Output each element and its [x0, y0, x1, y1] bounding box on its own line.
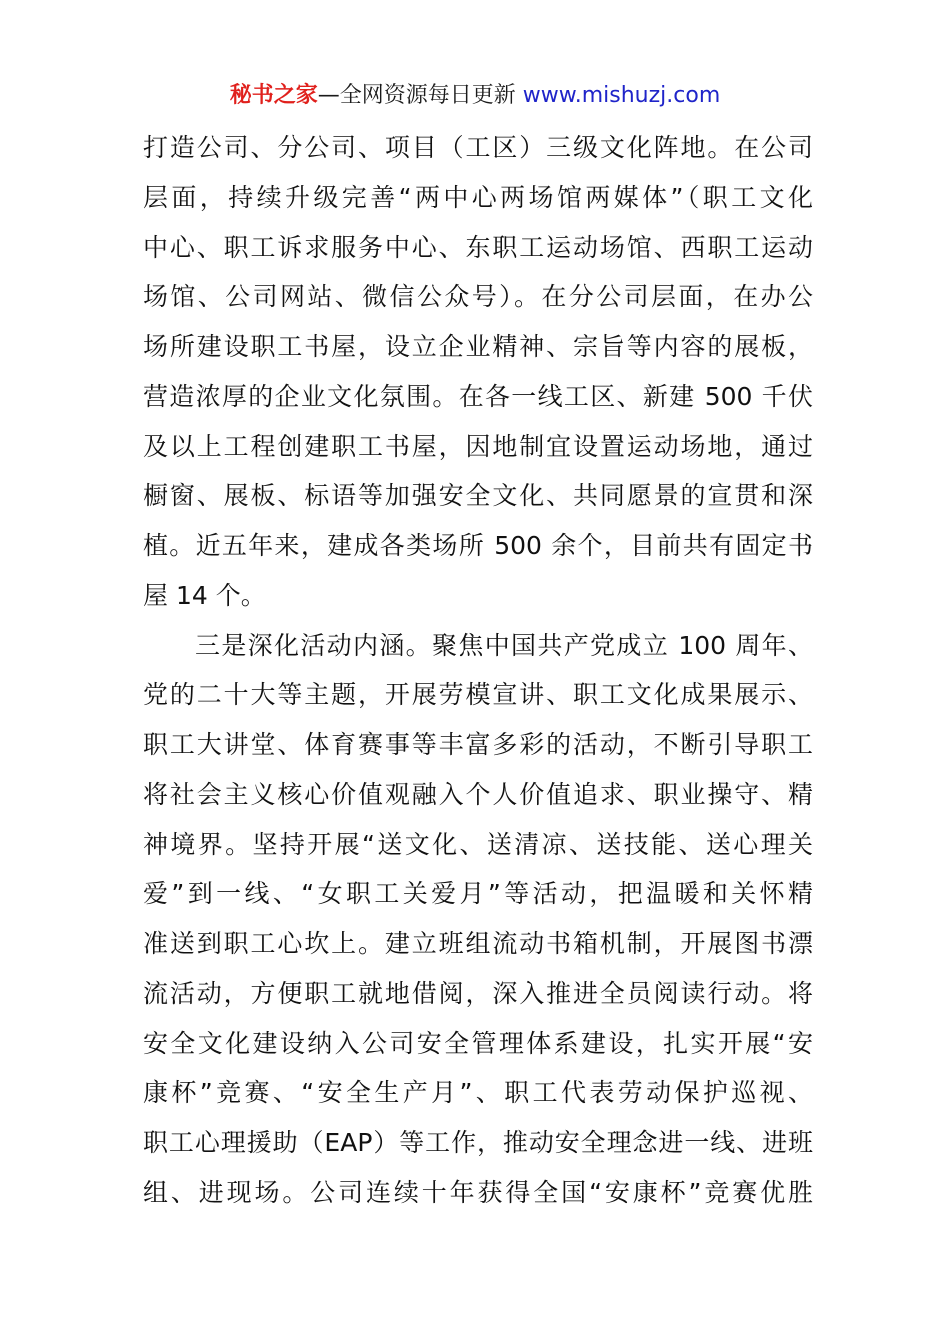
text-line: 爱”到一线、“女职工关爱月”等活动，把温暖和关怀精 — [143, 879, 813, 909]
text-line: 营造浓厚的企业文化氛围。在各一线工区、新建 500 千伏 — [143, 381, 813, 411]
text-line: 将社会主义核心价值观融入个人价值追求、职业操守、精 — [143, 779, 813, 809]
text-line: 康杯”竞赛、“安全生产月”、职工代表劳动保护巡视、 — [143, 1078, 813, 1108]
brand-tagline: —全网资源每日更新 — [317, 83, 516, 108]
text-line: 准送到职工心坎上。建立班组流动书箱机制，开展图书漂 — [143, 929, 813, 958]
text-line: 屋 14 个。 — [143, 580, 266, 610]
site-watermark-header — [0, 80, 950, 112]
text-line: 打造公司、分公司、项目（工区）三级文化阵地。在公司 — [143, 133, 813, 162]
text-line: 安全文化建设纳入公司安全管理体系建设，扎实开展“安 — [143, 1028, 813, 1058]
paragraph-activities — [143, 628, 813, 1225]
document-body — [143, 130, 813, 1225]
text-line: 中心、职工诉求服务中心、东职工运动场馆、西职工运动 — [143, 232, 813, 262]
brand-name: 秘书之家 — [229, 83, 318, 108]
text-line: 及以上工程创建职工书屋，因地制宜设置运动场地，通过 — [143, 431, 813, 461]
site-url-link[interactable]: www.mishuzj.com — [522, 83, 721, 108]
text-line: 组、进现场。公司连续十年获得全国“安康杯”竞赛优胜 — [143, 1177, 813, 1207]
text-line: 场馆、公司网站、微信公众号）。在分公司层面，在办公 — [143, 282, 813, 312]
text-line: 三是深化活动内涵。聚焦中国共产党成立 100 周年、 — [195, 630, 813, 660]
text-line: 党的二十大等主题，开展劳模宣讲、职工文化成果展示、 — [143, 680, 813, 710]
text-line: 职工大讲堂、体育赛事等丰富多彩的活动，不断引导职工 — [143, 730, 813, 759]
text-line: 植。近五年来，建成各类场所 500 余个，目前共有固定书 — [143, 531, 813, 560]
paragraph-culture-venues — [143, 130, 813, 628]
text-line: 层面，持续升级完善“两中心两场馆两媒体”（职工文化 — [143, 182, 813, 212]
text-line: 场所建设职工书屋，设立企业精神、宗旨等内容的展板， — [143, 332, 813, 361]
text-line: 流活动，方便职工就地借阅，深入推进全员阅读行动。将 — [143, 978, 813, 1008]
text-line: 橱窗、展板、标语等加强安全文化、共同愿景的宣贯和深 — [143, 481, 813, 511]
text-line: 职工心理援助（EAP）等工作，推动安全理念进一线、进班 — [143, 1128, 813, 1157]
text-line: 神境界。坚持开展“送文化、送清凉、送技能、送心理关 — [143, 829, 813, 859]
